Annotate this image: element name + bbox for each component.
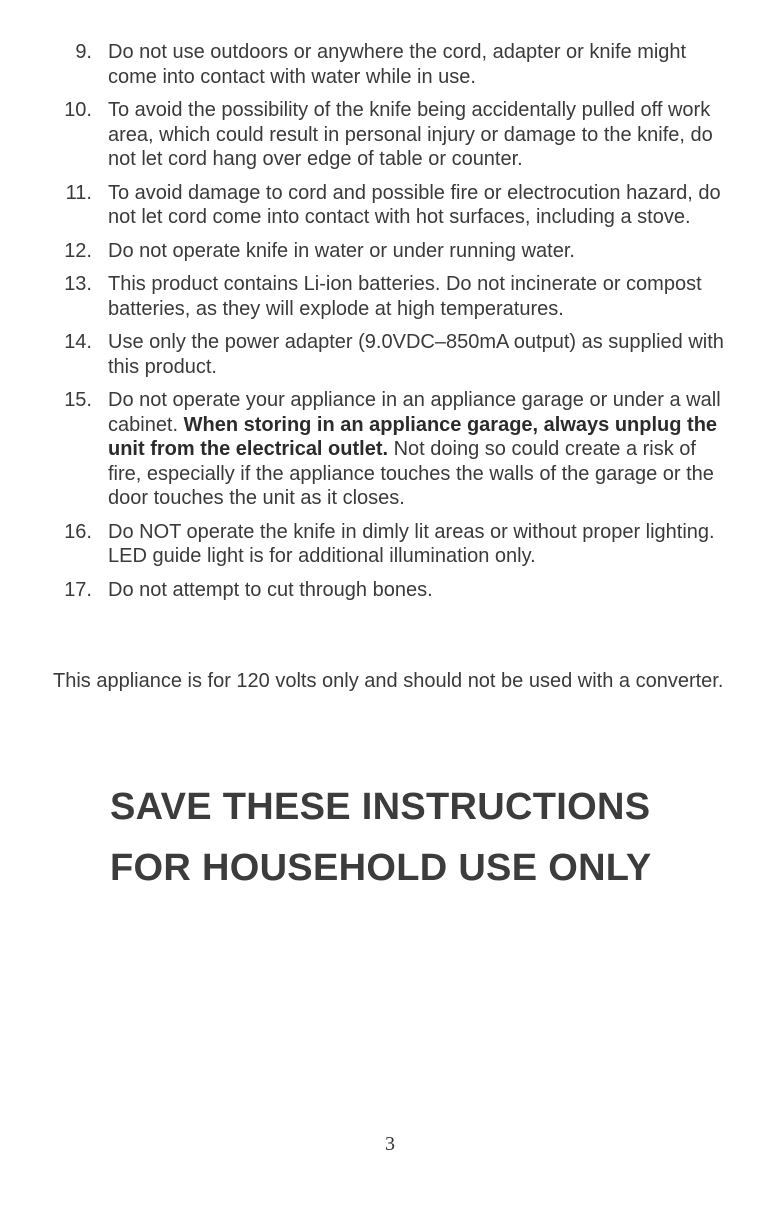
item-text: To avoid the possibility of the knife being accidentally pulled off work area, which could result in personal injury or damage to the knife, do not let cord hang over edge of table or counter.: [108, 99, 713, 170]
heading-household-use: FOR HOUSEHOLD USE ONLY: [110, 847, 652, 889]
heading-save-instructions: SAVE THESE INSTRUCTIONS: [110, 786, 651, 828]
item-text: Use only the power adapter (9.0VDC–850mA output) as supplied with this product.: [108, 331, 724, 378]
list-item: [0, 98, 780, 172]
list-item: [0, 330, 780, 379]
item-number: 12.: [64, 239, 92, 262]
item-number: 9.: [75, 41, 92, 63]
safety-instructions-list: [0, 40, 780, 611]
list-item: [0, 578, 780, 603]
list-item: [0, 181, 780, 230]
closing-note: This appliance is for 120 volts only and should not be used with a converter.: [53, 670, 724, 692]
item-number: 13.: [64, 273, 92, 295]
item-text-before: Do not operate your appliance in an appliance garage or under a wall cabinet.: [108, 389, 721, 436]
item-number: 10.: [64, 99, 92, 121]
item-text: This product contains Li-ion batteries. Do not incinerate or compost batteries, as they will explode at high temperatures.: [108, 273, 702, 320]
item-text: Do not use outdoors or anywhere the cord, adapter or knife might come into contact with water while in use.: [108, 41, 687, 88]
item-text: [108, 389, 721, 509]
item-number: 14.: [64, 331, 92, 353]
item-text-after: Not doing so could create a risk of fire, especially if the appliance touches the walls of the garage or the door touches the unit as it closes.: [108, 438, 714, 509]
page-number: 3: [385, 1133, 395, 1155]
list-item: [0, 239, 780, 264]
list-item: [0, 40, 780, 89]
item-text: Do not attempt to cut through bones.: [108, 578, 433, 601]
item-number: 17.: [64, 578, 92, 601]
list-item: [0, 388, 780, 511]
item-text: Do NOT operate the knife in dimly lit areas or without proper lighting. LED guide light is for additional illumination only.: [108, 520, 715, 567]
item-number: 15.: [64, 389, 92, 411]
list-item: [0, 520, 780, 569]
list-item: [0, 272, 780, 321]
item-text: Do not operate knife in water or under running water.: [108, 239, 575, 262]
item-number: 11.: [65, 181, 92, 204]
item-number: 16.: [64, 520, 92, 543]
item-text: To avoid damage to cord and possible fire or electrocution hazard, do not let cord come into contact with hot surfaces, including a stove.: [108, 181, 721, 228]
item-text-warning-bold: When storing in an appliance garage, always unplug the unit from the electrical outlet.: [108, 413, 718, 460]
